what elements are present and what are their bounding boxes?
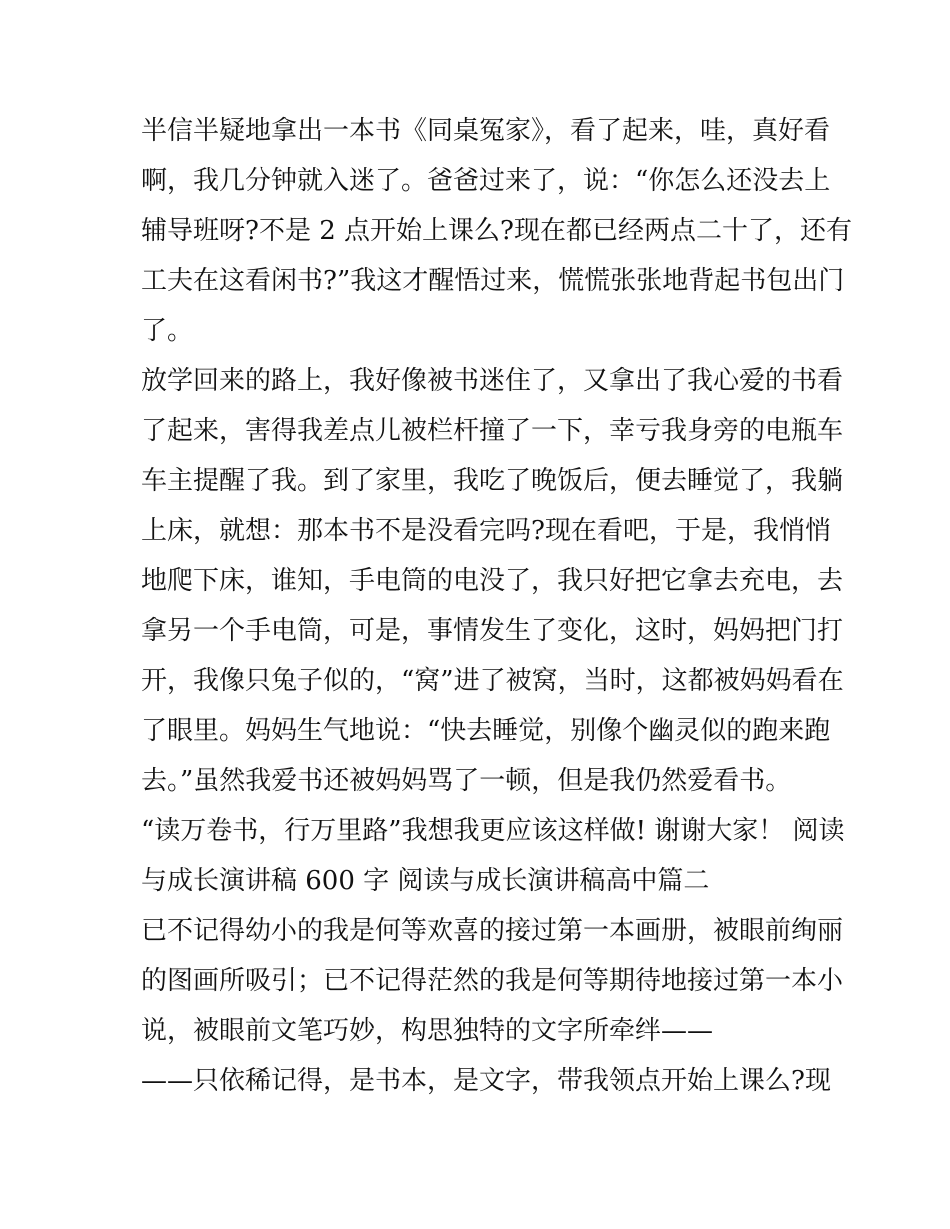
text-line: 与成长演讲稿 600 字 阅读与成长演讲稿高中篇二 [141,866,710,896]
text-line: 了起来，害得我差点儿被栏杆撞了一下，幸亏我身旁的电瓶车 [141,416,844,446]
body-text [141,106,852,1106]
text-line: 了眼里。妈妈生气地说：“快去睡觉，别像个幽灵似的跑来跑 [141,716,831,746]
text-line: 啊，我几分钟就入迷了。爸爸过来了，说：“你怎么还没去上 [141,166,831,196]
text-line: 地爬下床，谁知，手电筒的电没了，我只好把它拿去充电，去 [141,566,844,596]
text-line: 去。”虽然我爱书还被妈妈骂了一顿，但是我仍然爱看书。 [141,766,792,796]
text-line: 的图画所吸引；已不记得茫然的我是何等期待地接过第一本小 [141,966,844,996]
text-line: 了。 [141,316,194,346]
text-line: 车主提醒了我。到了家里，我吃了晚饭后，便去睡觉了，我躺 [141,466,844,496]
text-line: ——只依稀记得，是书本，是文字，带我领点开始上课么?现 [141,1066,831,1096]
text-line: 说，被眼前文笔巧妙，构思独特的文字所牵绊—— [141,1016,714,1046]
text-line: 半信半疑地拿出一本书《同桌冤家》，看了起来，哇，真好看 [141,116,831,146]
text-line: 上床，就想：那本书不是没看完吗?现在看吧，于是，我悄悄 [141,516,831,546]
text-line: 已不记得幼小的我是何等欢喜的接过第一本画册，被眼前绚丽 [141,916,844,946]
text-line: 放学回来的路上，我好像被书迷住了，又拿出了我心爱的书看 [141,366,844,396]
text-line: 工夫在这看闲书?”我这才醒悟过来，慌慌张张地背起书包出门 [141,266,845,296]
text-line: “读万卷书，行万里路”我想我更应该这样做! 谢谢大家！ 阅读 [141,816,845,846]
text-line: 拿另一个手电筒，可是，事情发生了变化，这时，妈妈把门打 [141,616,844,646]
text-line: 辅导班呀?不是 2 点开始上课么?现在都已经两点二十了，还有 [141,216,852,246]
text-line: 开，我像只兔子似的，“窝”进了被窝，当时，这都被妈妈看在 [141,666,844,696]
